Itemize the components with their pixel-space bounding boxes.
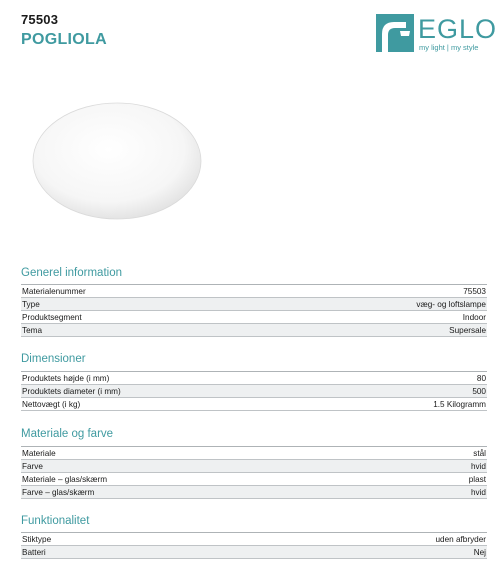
row-value: stål (473, 449, 486, 458)
table-row (21, 398, 487, 411)
row-label: Type (22, 300, 40, 309)
row-value: 500 (472, 387, 486, 396)
row-value: 75503 (463, 287, 486, 296)
logo-tagline: my light | my style (419, 43, 479, 52)
row-value: Supersale (449, 326, 486, 335)
row-value: hvid (470, 488, 486, 497)
table-row (21, 460, 487, 473)
table-row (21, 311, 487, 324)
row-label: Farve (22, 462, 43, 471)
table-row (21, 473, 487, 486)
row-label: Produktsegment (22, 313, 82, 322)
table-row (21, 324, 487, 337)
section-title-general: Generel information (21, 267, 122, 279)
logo-wordmark: EGLO (418, 14, 498, 44)
row-value: 80 (476, 374, 486, 383)
row-value: væg- og loftslampe (416, 300, 486, 309)
dimensions-table (21, 371, 487, 411)
product-name: POGLIOLA (21, 31, 107, 48)
row-label: Materiale – glas/skærm (22, 475, 108, 484)
section-title-material: Materiale og farve (21, 428, 114, 440)
row-label: Produktets diameter (i mm) (22, 387, 121, 396)
table-row (21, 546, 487, 559)
function-table (21, 532, 487, 559)
table-row (21, 447, 487, 460)
row-value: Nej (473, 548, 486, 557)
table-row (21, 533, 487, 546)
table-row (21, 486, 487, 499)
section-title-dimensions: Dimensioner (21, 353, 86, 365)
row-value: uden afbryder (435, 535, 486, 544)
table-row (21, 298, 487, 311)
row-label: Nettovægt (i kg) (22, 400, 81, 409)
row-label: Batteri (22, 548, 46, 557)
row-label: Produktets højde (i mm) (22, 374, 110, 383)
row-label: Farve – glas/skærm (22, 488, 95, 497)
product-image (31, 101, 203, 222)
logo-lamp-icon (376, 14, 414, 52)
row-value: Indoor (462, 313, 486, 322)
section-title-function: Funktionalitet (21, 515, 90, 527)
eglo-logo (376, 14, 498, 54)
table-row (21, 372, 487, 385)
row-label: Tema (22, 326, 43, 335)
row-value: 1.5 Kilogramm (433, 400, 486, 409)
row-label: Materialenummer (22, 287, 86, 296)
material-table (21, 446, 487, 499)
row-value: hvid (470, 462, 486, 471)
row-value: plast (468, 475, 486, 484)
table-row (21, 285, 487, 298)
table-row (21, 385, 487, 398)
product-code: 75503 (21, 12, 59, 27)
general-info-table (21, 284, 487, 337)
row-label: Stiktype (22, 535, 52, 544)
row-label: Materiale (22, 449, 56, 458)
